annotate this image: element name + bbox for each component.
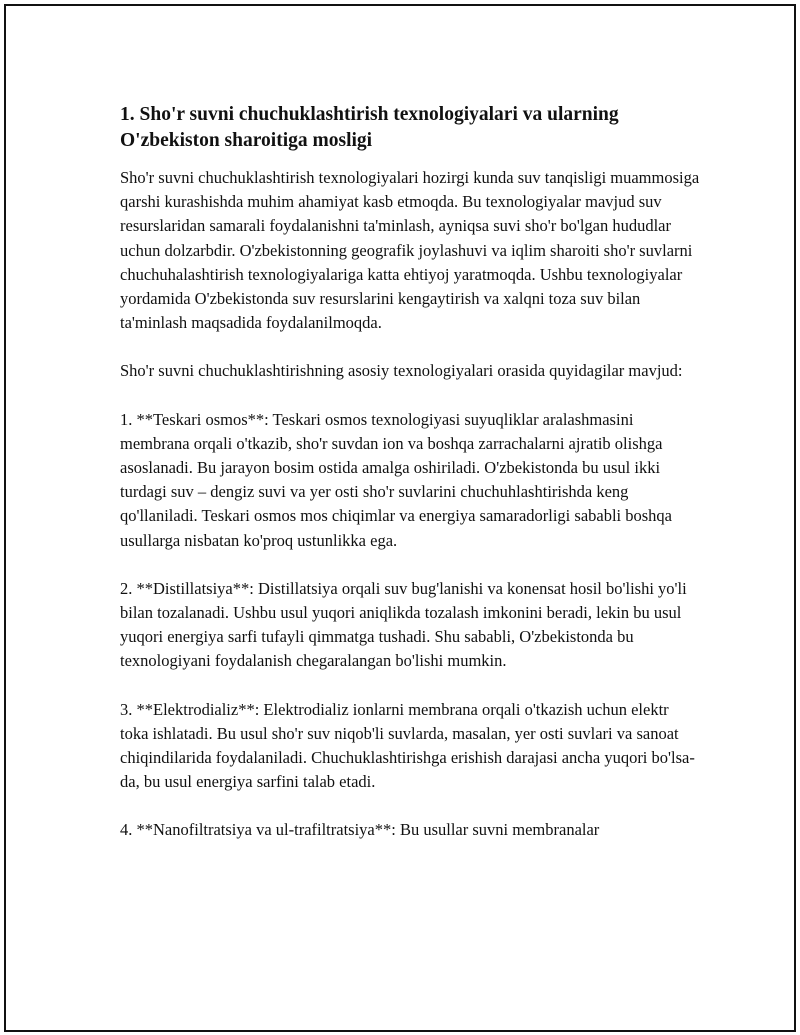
paragraph-electrodialysis: 3. **Elektrodializ**: Elektrodializ ionlarni membrana orqali o'tkazish uchun elektr toka ishlatadi. Bu usul sho'r suv niqob'li suvlarda, masalan, yer osti suvlari va sanoat chiqindilarida foydalaniladi. Chuchuklashtirishga erishish darajasi ancha yuqori bo'lsa-da, bu usul energiya sarfini talab etadi. xyxy=(120,699,695,792)
paragraph-reverse-osmosis: 1. **Teskari osmos**: Teskari osmos texnologiyasi suyuqliklar aralashmasini membrana orqali o'tkazib, sho'r suvdan ion va boshqa zarrachalarni ajratib olishga asoslanadi. Bu jarayon bosim ostida amalga oshiriladi. O'zbekistonda bu usul ikki turdagi suv – dengiz suvi va yer osti sho'r suvlarini chuchuhlashtirishda keng qo'llaniladi. Teskari osmos mos chiqimlar va energiya samaradorligi sababli boshqa usullarga nisbatan ko'proq ustunlikka ega. xyxy=(120,409,673,550)
paragraph-distillation: 2. **Distillatsiya**: Distillatsiya orqali suv bug'lanishi va konensat hosil bo'lishi yo'li bilan tozalanadi. Ushbu usul yuqori aniqlikda tozalash imkonini beradi, lekin bu usul yuqori energiya sarfi tufayli qimmatga tushadi. Shu sababli, O'zbekistonda bu texnologiyani foydalanish chegaralangan bo'lishi mumkin. xyxy=(120,578,687,671)
paragraph-intro: Sho'r suvni chuchuklashtirish texnologiyalari hozirgi kunda suv tanqisligi muammosiga qarshi kurashishda muhim ahamiyat kasb etmoqda. Bu texnologiyalar mavjud suv resurslaridan samarali foydalanishni ta'minlash, ayniqsa suvi sho'r bo'lgan hududlar uchun dolzarbdir. O'zbekistonning geografik joylashuvi va iqlim sharoiti sho'r suvlarni chuchuhalashtirish texnologiyalariga katta ehtiyoj yaratmoqda. Ushbu texnologiyalar yordamida O'zbekistonda suv resurslarini kengaytirish va xalqni toza suv bilan ta'minlash maqsadida foydalanilmoqda. xyxy=(120,168,700,333)
paragraph-nanofiltration: 4. **Nanofiltratsiya va ul-trafiltratsiya**: Bu usullar suvni membranalar xyxy=(120,820,600,840)
document-body xyxy=(120,102,700,867)
document-page xyxy=(4,4,796,1032)
section-heading: 1. Sho'r suvni chuchuklashtirish texnologiyalari va ularning O'zbekiston sharoitiga mosligi xyxy=(120,104,619,151)
paragraph-list-intro: Sho'r suvni chuchuklashtirishning asosiy texnologiyalari orasida quyidagilar mavjud: xyxy=(120,361,683,381)
